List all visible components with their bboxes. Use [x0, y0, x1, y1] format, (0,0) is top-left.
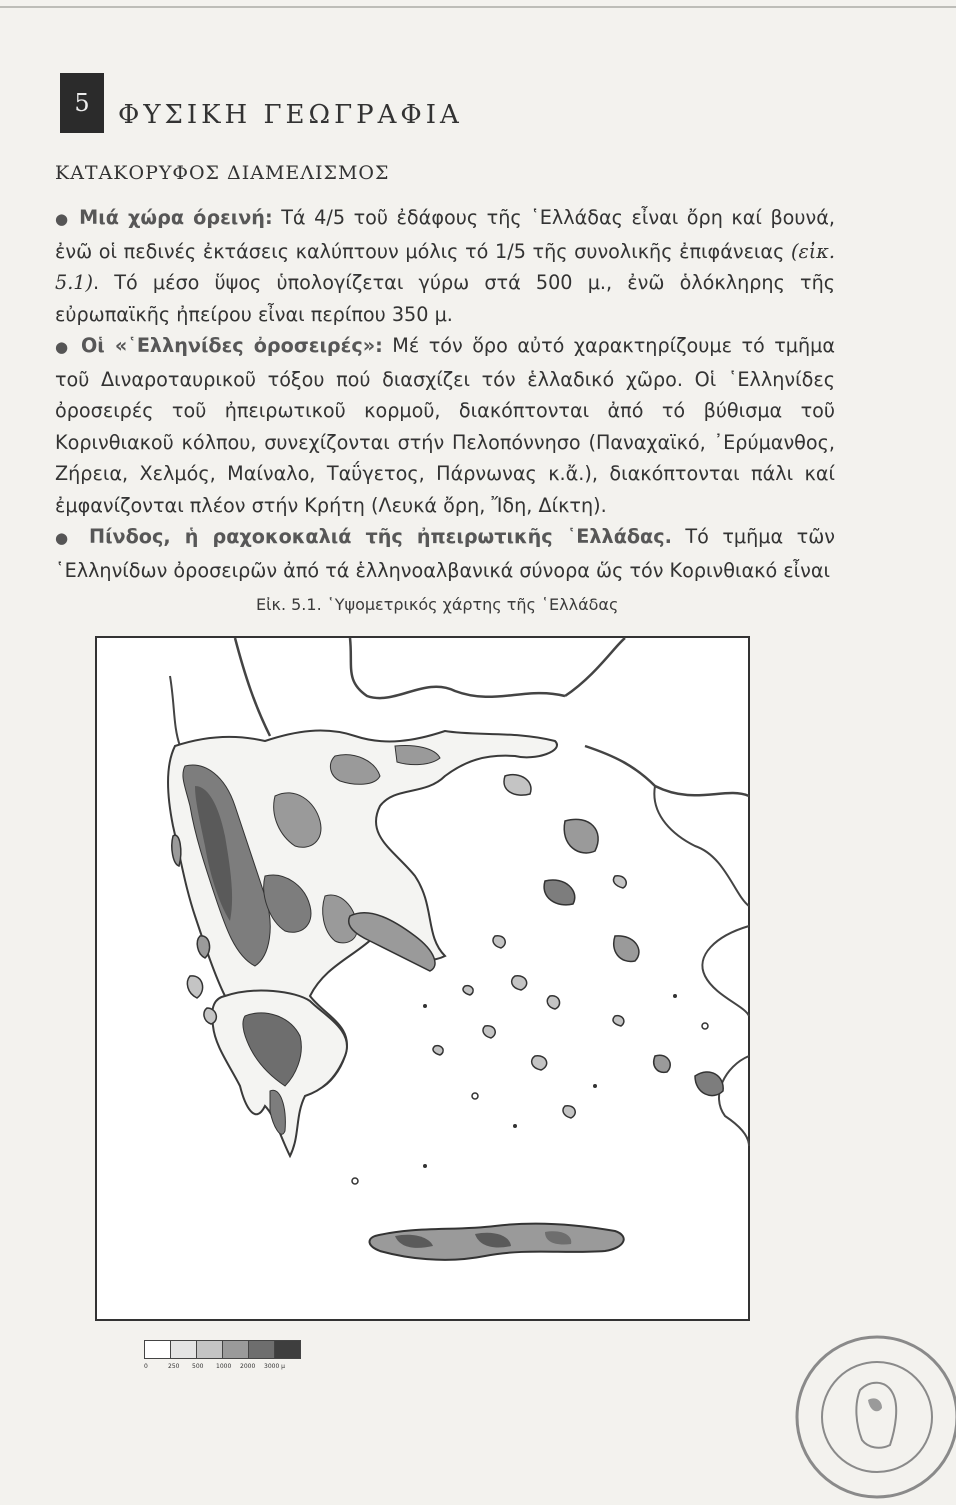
paragraph-lead: Μιά χώρα όρεινή:: [79, 206, 273, 229]
legend-label: 250: [168, 1363, 180, 1370]
paragraph-text: Τά 4/5 τοῦ ἐδάφους τῆς ῾Ελλάδας εἶναι ὄρη καί βουνά, ἐνῶ οἱ πεδινές ἐκτάσεις καλύπτουν μόλις τό 1/5 τῆς συνολικῆς ἐπιφάνειας: [55, 206, 835, 263]
legend-label: 0: [144, 1363, 148, 1370]
legend-labels: [144, 1363, 300, 1370]
legend-swatch: [274, 1340, 301, 1359]
page-top-rule: [0, 6, 956, 8]
paragraph-lead: Οἱ «῾Ελληνίδες ὀροσειρές»:: [80, 334, 383, 357]
legend-label: 500: [192, 1363, 204, 1370]
paragraph-text: Τό τμῆμα τῶν ῾Ελληνίδων ὀροσειρῶν ἀπό τά ἑλληνοαλβανικά σύνορα ὥς τόν Κορινθιακό εἶναι: [55, 525, 835, 582]
paragraph-mountainous-country: [55, 202, 835, 330]
legend-swatches: [144, 1340, 300, 1359]
paragraph-text: Μέ τόν ὅρο αὐτό χαρακτηρίζουμε τό τμῆμα τοῦ Διναροταυρικοῦ τόξου πού διασχίζει τόν ἑλλαδικό χῶρο. Οἱ ῾Ελληνίδες ὀροσειρές τοῦ ἠπειρωτικοῦ κορμοῦ, διακόπτονται ἀπό τό βύθισμα τοῦ Κορινθιακοῦ κόλπου, συνεχίζονται στήν Πελοπόννησο (Παναχαϊκό, ᾿Ερύμανθος, Ζήρεια, Χελμός, Μαίναλο, Ταΰγετος, Πάρνωνας κ.ἄ.), διακόπτονται πάλι καί ἐμφανίζονται πλέον στήν Κρήτη (Λευκά ὄρη, Ἴδη, Δίκτη).: [55, 334, 836, 517]
paragraph-hellenic-ranges: [55, 330, 835, 521]
legend-label: 1000: [216, 1363, 232, 1370]
legend-swatch: [248, 1340, 275, 1359]
section-title: ΚΑΤΑΚΟΡΥΦΟΣ ΔΙΑΜΕΛΙΣΜΟΣ: [55, 162, 390, 184]
legend-swatch: [222, 1340, 249, 1359]
figure-caption: Εἰκ. 5.1. ῾Υψομετρικός χάρτης τῆς ῾Ελλάδας: [256, 595, 619, 614]
bullet-icon: ●: [55, 338, 72, 356]
legend-label: 2000: [240, 1363, 256, 1370]
chapter-title: ΦΥΣΙΚΗ ΓΕΩΓΡΑΦΙΑ: [118, 100, 463, 130]
legend-label: 3000 μ: [264, 1363, 285, 1370]
bullet-icon: ●: [55, 210, 71, 228]
legend-swatch: [196, 1340, 223, 1359]
figure-reference: (εἰκ. 5.1): [55, 239, 835, 294]
elevation-legend: [144, 1340, 300, 1370]
bullet-icon: ●: [55, 529, 76, 547]
legend-swatch: [170, 1340, 197, 1359]
chapter-number-badge: 5: [60, 73, 104, 133]
paragraph-text: . Τό μέσο ὕψος ὑπολογίζεται γύρω στά 500 μ., ἐνῶ ὁλόκληρης τῆς εὐρωπαϊκῆς ἠπείρου εἶναι περίπου 350 μ.: [55, 271, 835, 326]
paragraph-lead: Πίνδος, ἡ ραχοκοκαλιά τῆς ἠπειρωτικῆς ῾Ελλάδας.: [89, 525, 672, 548]
legend-swatch: [144, 1340, 171, 1359]
library-stamp: [790, 1330, 956, 1505]
paragraph-pindos: [55, 521, 835, 586]
elevation-map: [95, 636, 750, 1321]
body-text: [55, 202, 835, 586]
